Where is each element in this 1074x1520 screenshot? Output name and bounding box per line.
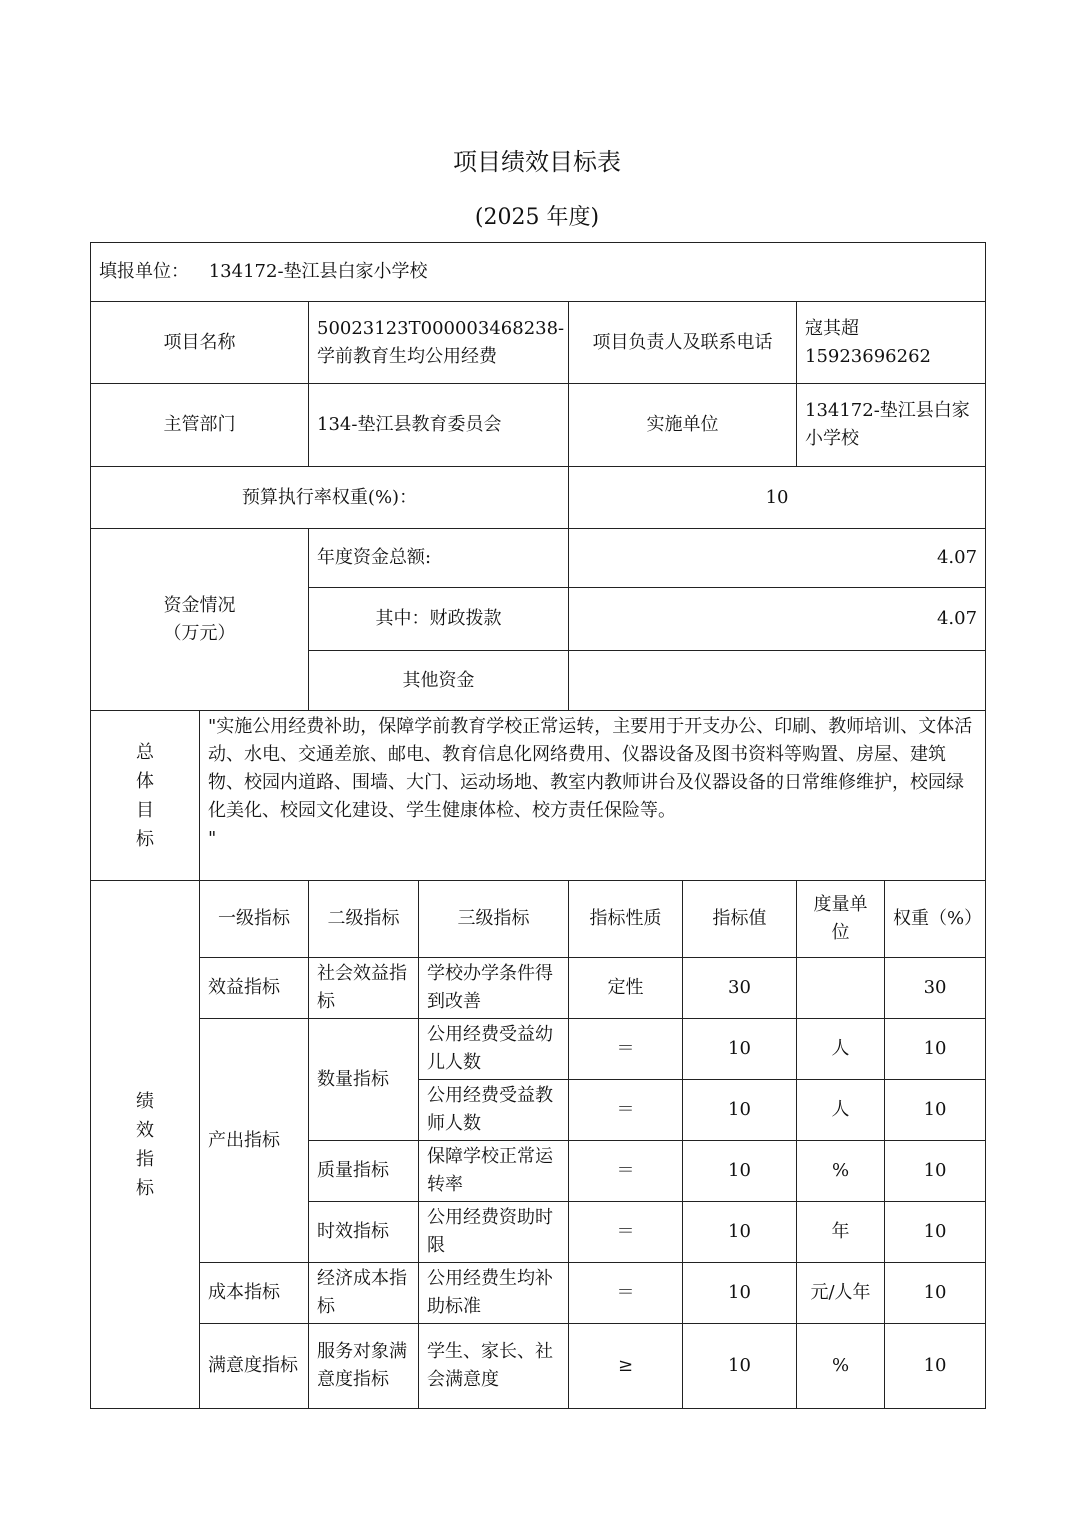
level2-quantity: 数量指标	[309, 1019, 419, 1141]
page-title: 项目绩效目标表	[453, 148, 621, 176]
level2-quality: 质量指标	[309, 1141, 419, 1202]
project-name-label: 项目名称	[91, 302, 309, 384]
filler-label: 填报单位：	[99, 261, 189, 282]
level1-cost: 成本指标	[200, 1263, 309, 1324]
funds-title: 资金情况	[163, 594, 236, 616]
nature-cell: ＝	[569, 1263, 683, 1324]
impl-unit-value: 134172-垫江县白家小学校	[797, 384, 986, 467]
goal-end-quote: "	[208, 828, 217, 849]
level2-service: 服务对象满意度指标	[309, 1324, 419, 1409]
funds-other-value	[569, 651, 986, 711]
value-cell: 10	[683, 1263, 797, 1324]
impl-unit-label: 实施单位	[569, 384, 797, 467]
header-level3: 三级指标	[419, 881, 569, 958]
goal-text-cell	[200, 711, 986, 881]
weight-cell: 10	[885, 1080, 986, 1141]
nature-cell: ＝	[569, 1080, 683, 1141]
budget-rate-value: 10	[569, 467, 986, 529]
funds-total-value: 4.07	[569, 529, 986, 588]
level3-cell: 学生、家长、社会满意度	[419, 1324, 569, 1409]
table-row	[91, 1019, 986, 1080]
project-owner-label: 项目负责人及联系电话	[569, 302, 797, 384]
goal-text: "实施公用经费补助，保障学前教育学校正常运转，主要用于开支办公、印刷、教师培训、文体活动、水电、交通差旅、邮电、教育信息化网络费用、仪器设备及图书资料等购置、房屋、建筑物、校园内道路、围墙、大门、运动场地、教室内教师讲台及仪器设备的日常维修维护，校园绿化美化、校园文化建设、学生健康体检、校方责任保险等。	[208, 716, 973, 821]
nature-cell: 定性	[569, 958, 683, 1019]
header-value: 指标值	[683, 881, 797, 958]
unit-cell: %	[797, 1324, 885, 1409]
level3-cell: 保障学校正常运转率	[419, 1141, 569, 1202]
weight-cell: 10	[885, 1202, 986, 1263]
level3-cell: 公用经费生均补助标准	[419, 1263, 569, 1324]
project-name-value: 50023123T000003468238-学前教育生均公用经费	[309, 302, 569, 384]
table-row	[91, 958, 986, 1019]
dept-label: 主管部门	[91, 384, 309, 467]
unit-cell: 年	[797, 1202, 885, 1263]
filler-cell	[91, 243, 986, 302]
unit-cell	[797, 958, 885, 1019]
unit-cell: 人	[797, 1080, 885, 1141]
funds-label	[91, 529, 309, 711]
goal-label: 总 体 目 标	[91, 711, 200, 881]
value-cell: 10	[683, 1202, 797, 1263]
value-cell: 10	[683, 1324, 797, 1409]
nature-cell: ＝	[569, 1202, 683, 1263]
funds-fiscal-label: 其中：财政拨款	[309, 588, 569, 651]
unit-cell: %	[797, 1141, 885, 1202]
value-cell: 10	[683, 1141, 797, 1202]
weight-cell: 10	[885, 1141, 986, 1202]
unit-cell: 人	[797, 1019, 885, 1080]
nature-cell: ≥	[569, 1324, 683, 1409]
unit-cell: 元/人年	[797, 1263, 885, 1324]
level1-benefit: 效益指标	[200, 958, 309, 1019]
header-weight: 权重（%）	[885, 881, 986, 958]
perf-label: 绩 效 指 标	[91, 881, 200, 1409]
weight-cell: 10	[885, 1324, 986, 1409]
level2-social: 社会效益指标	[309, 958, 419, 1019]
funds-other-label: 其他资金	[309, 651, 569, 711]
owner-name: 寇其超	[805, 317, 859, 339]
value-cell: 30	[683, 958, 797, 1019]
weight-cell: 10	[885, 1263, 986, 1324]
nature-cell: ＝	[569, 1141, 683, 1202]
value-cell: 10	[683, 1019, 797, 1080]
level3-cell: 公用经费资助时限	[419, 1202, 569, 1263]
level1-output: 产出指标	[200, 1019, 309, 1263]
table-row	[91, 1324, 986, 1409]
level2-timeliness: 时效指标	[309, 1202, 419, 1263]
level1-satisfaction: 满意度指标	[200, 1324, 309, 1409]
page-subtitle: (2025 年度)	[474, 205, 600, 230]
table-row	[91, 1263, 986, 1324]
budget-rate-label: 预算执行率权重(%)：	[91, 467, 569, 529]
level3-cell: 公用经费受益教师人数	[419, 1080, 569, 1141]
level3-cell: 公用经费受益幼儿人数	[419, 1019, 569, 1080]
header-unit: 度量单位	[797, 881, 885, 958]
value-cell: 10	[683, 1080, 797, 1141]
header-level1: 一级指标	[200, 881, 309, 958]
level2-economic: 经济成本指标	[309, 1263, 419, 1324]
funds-fiscal-value: 4.07	[569, 588, 986, 651]
funds-unit: （万元）	[163, 622, 236, 644]
weight-cell: 30	[885, 958, 986, 1019]
owner-phone: 15923696262	[805, 345, 931, 367]
weight-cell: 10	[885, 1019, 986, 1080]
project-owner-value	[797, 302, 986, 384]
header-nature: 指标性质	[569, 881, 683, 958]
level3-cell: 学校办学条件得到改善	[419, 958, 569, 1019]
nature-cell: ＝	[569, 1019, 683, 1080]
funds-total-label: 年度资金总额:	[309, 529, 569, 588]
dept-value: 134-垫江县教育委员会	[309, 384, 569, 467]
header-level2: 二级指标	[309, 881, 419, 958]
performance-table	[90, 242, 986, 1409]
filler-value: 134172-垫江县白家小学校	[208, 261, 428, 282]
